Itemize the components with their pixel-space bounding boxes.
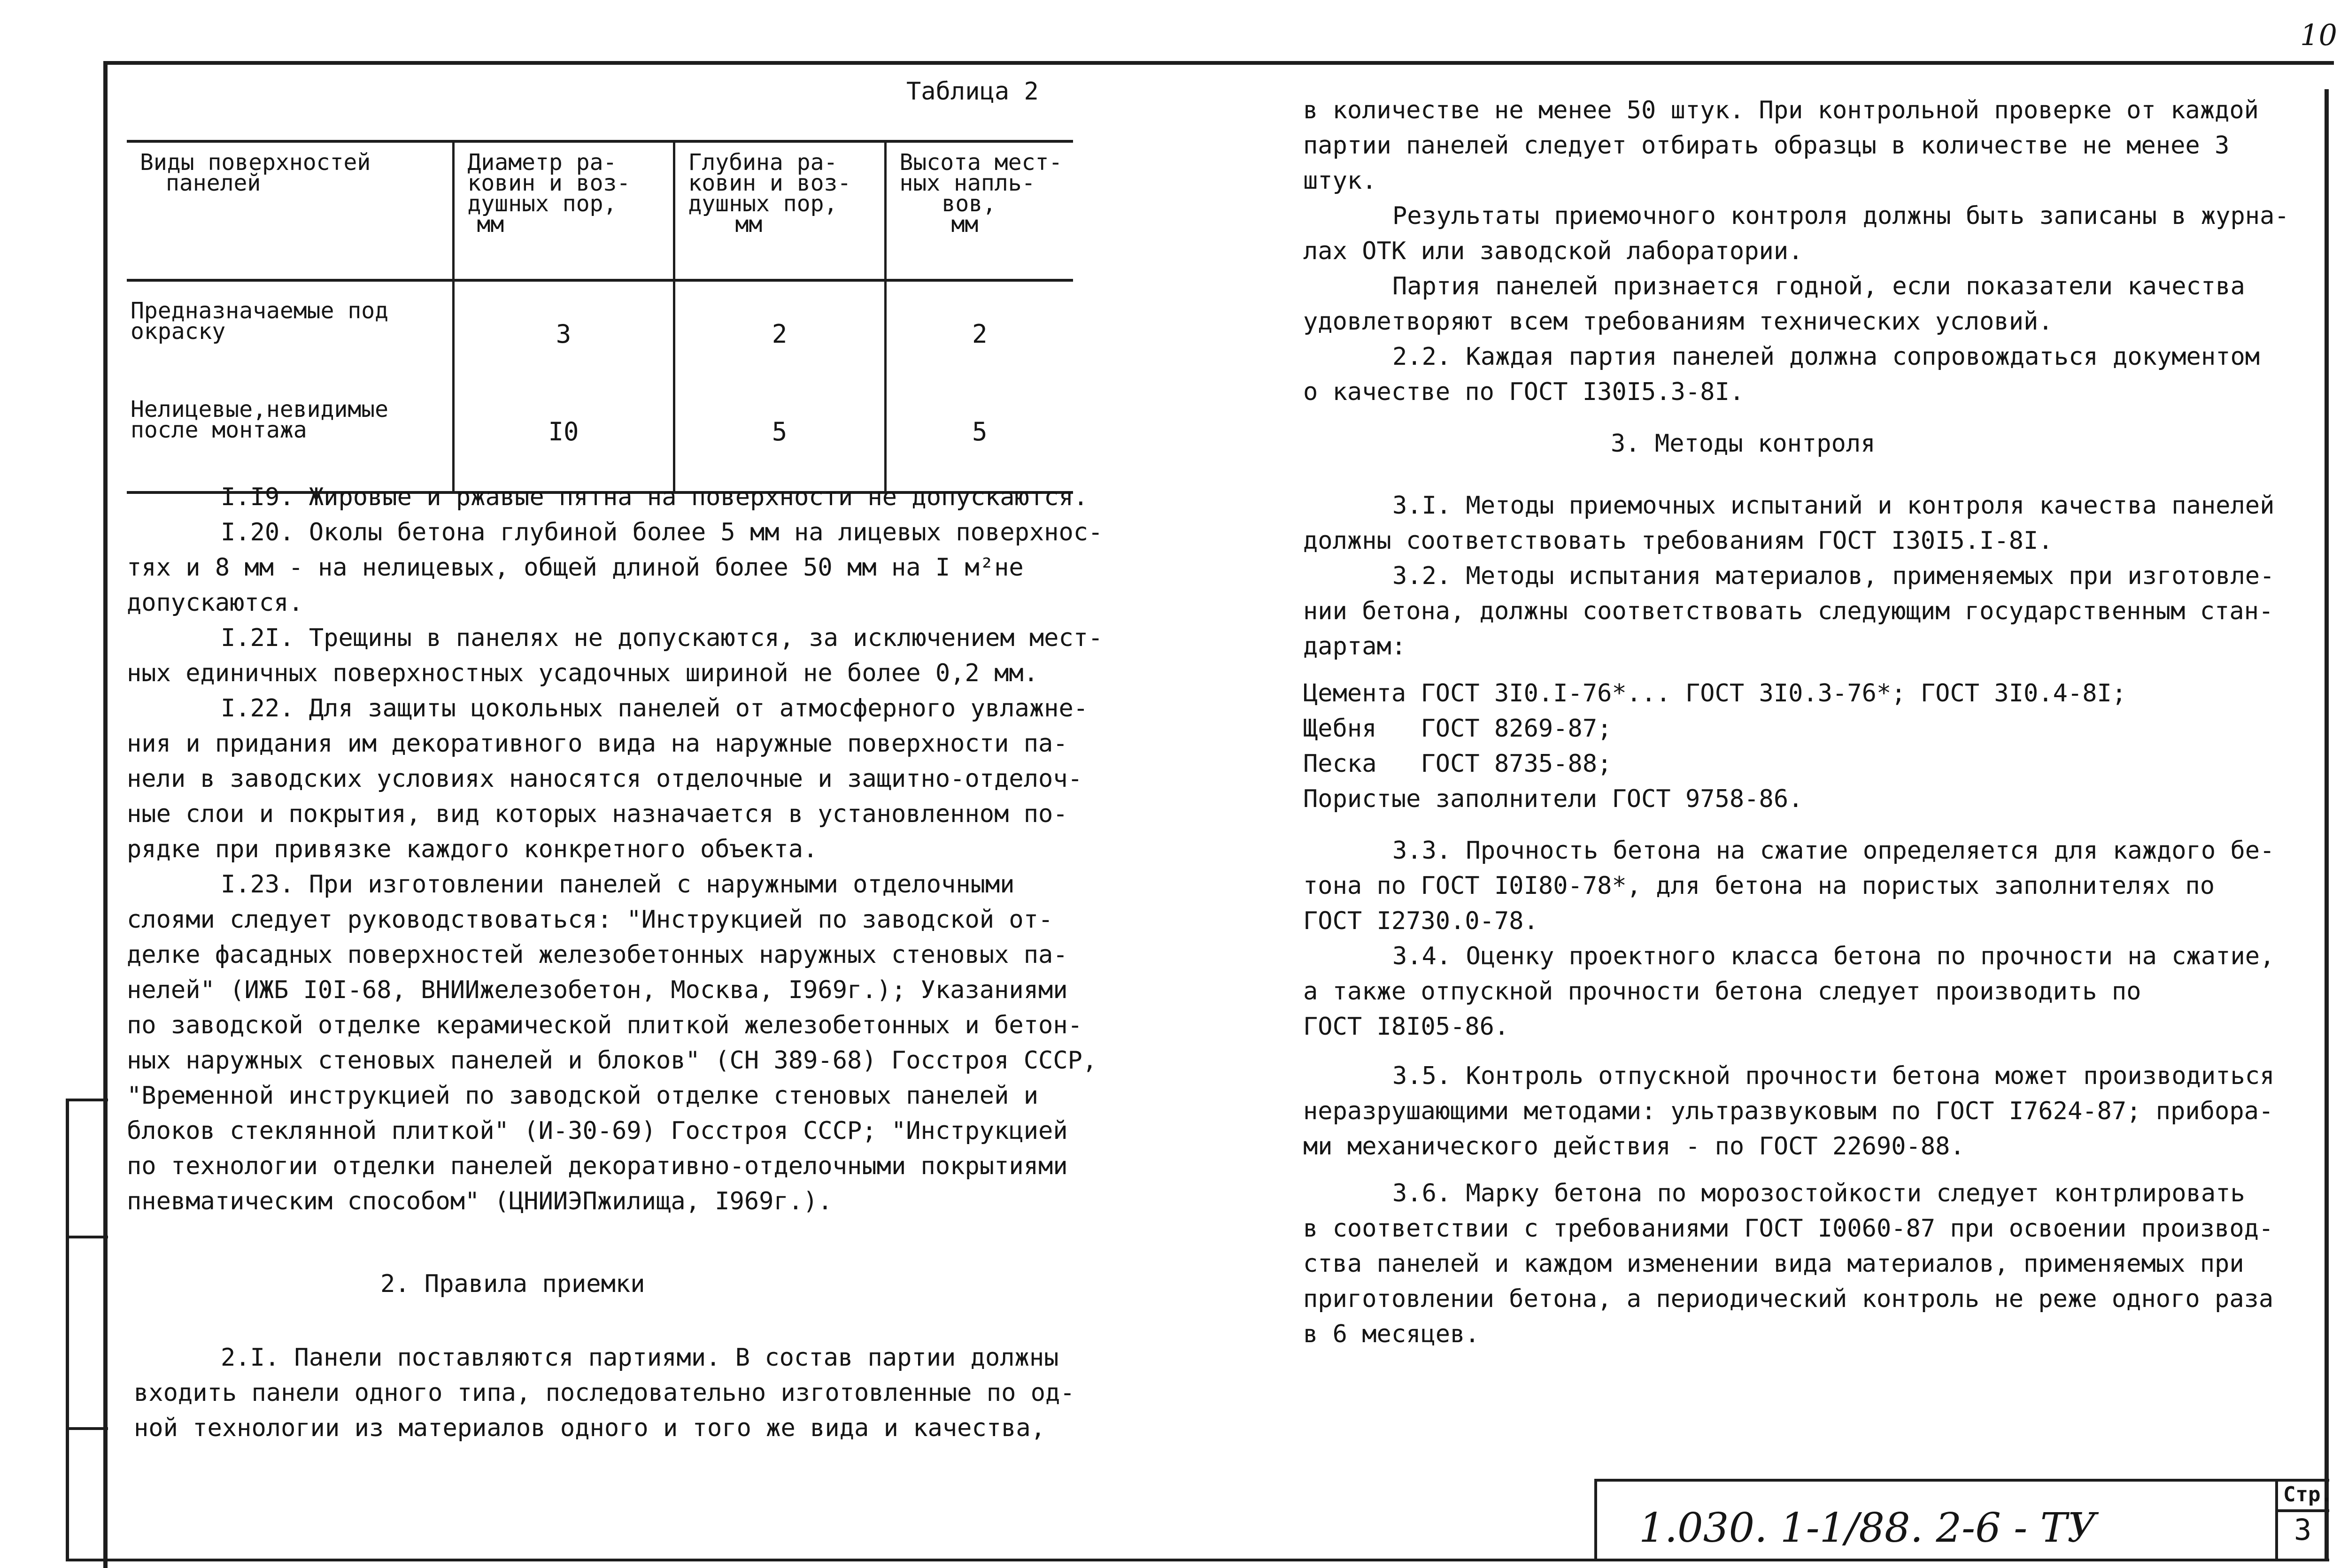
- clause-3-2: 3.2. Методы испытания материалов, применяемых при изготовле-: [1392, 562, 2275, 590]
- header-line: Диаметр ра-: [467, 149, 617, 176]
- binding-margin-tick: [66, 1099, 108, 1101]
- frame-top-border: [103, 61, 2334, 65]
- clause-2-2: 2.2. Каждая партия панелей должна сопровождаться документом: [1392, 343, 2260, 371]
- row-name-line: Нелицевые,невидимые: [131, 396, 389, 423]
- table-caption: Таблица 2: [906, 77, 1039, 106]
- text-line: неразрушающими методами: ультразвуковым по ГОСТ I7624-87; прибора-: [1303, 1097, 2274, 1125]
- text-line: допускаются.: [127, 589, 303, 617]
- clause-1-19: I.I9. Жировые и ржавые пятна на поверхности не допускаются.: [221, 483, 1089, 511]
- header-line: ковин и воз-: [467, 170, 631, 196]
- sheet-label: Стр.: [2283, 1483, 2333, 1507]
- text-line: должны соответствовать требованиям ГОСТ I30I5.I-8I.: [1303, 527, 2053, 555]
- text-line: ной технологии из материалов одного и того же вида и качества,: [134, 1414, 1046, 1442]
- title-block-separator: [2275, 1479, 2278, 1561]
- cell-sag-height: 5: [885, 393, 1073, 492]
- standard-porous-aggregates: Пористые заполнители ГОСТ 9758-86.: [1303, 785, 1803, 813]
- text-line: по заводской отделке керамической плиткой железобетонных и бетон-: [127, 1011, 1082, 1039]
- clause-3-3: 3.3. Прочность бетона на сжатие определяется для каждого бе-: [1392, 837, 2275, 865]
- row-name-line: после монтажа: [131, 417, 307, 443]
- text-line: нелей" (ИЖБ I0I-68, ВНИИжелезобетон, Москва, I969г.); Указаниями: [127, 976, 1068, 1004]
- table-row: [127, 393, 1073, 492]
- header-pore-depth: [674, 141, 885, 280]
- text-line: штук.: [1303, 167, 1377, 195]
- header-line: Виды поверхностей: [140, 149, 371, 176]
- text-line: ные слои и покрытия, вид которых назначается в установленном по-: [127, 800, 1068, 828]
- header-line: мм: [477, 211, 504, 238]
- text-line: "Временной инструкцией по заводской отделке стеновых панелей и: [127, 1082, 1039, 1110]
- row-name: [127, 280, 453, 393]
- text-line: партии панелей следует отбирать образцы в количестве не менее 3: [1303, 131, 2230, 160]
- clause-1-23: I.23. При изготовлении панелей с наружными отделочными: [221, 870, 1015, 899]
- header-surface-type: [127, 141, 453, 280]
- header-line: мм: [951, 211, 979, 238]
- text-line: ных наружных стеновых панелей и блоков" (СН 389-68) Госстроя СССР,: [127, 1046, 1097, 1075]
- text-line: в количестве не менее 50 штук. При контрольной проверке от каждой: [1303, 96, 2259, 124]
- cell-pore-diameter: 3: [453, 280, 674, 393]
- title-block-divider: [2275, 1509, 2329, 1512]
- row-name: [127, 393, 453, 492]
- header-sag-height: [885, 141, 1073, 280]
- sheet-number: 3: [2294, 1513, 2312, 1547]
- text-line: в соответствии с требованиями ГОСТ I0060-87 при освоении производ-: [1303, 1214, 2274, 1243]
- text-line: делке фасадных поверхностей железобетонных наружных стеновых па-: [127, 941, 1068, 969]
- binding-margin-rail: [66, 1099, 69, 1559]
- text-line: блоков стеклянной плиткой" (И-30-69) Госстроя СССР; "Инструкцией: [127, 1117, 1068, 1145]
- text-line: а также отпускной прочности бетона следует производить по: [1303, 977, 2141, 1006]
- table-2: [127, 140, 1073, 494]
- section-2-text: [134, 1340, 1075, 1446]
- text-line: слоями следует руководствоваться: "Инструкцией по заводской от-: [127, 906, 1053, 934]
- table-row: [127, 280, 1073, 393]
- standards-list: [1303, 676, 2126, 817]
- text-line: ми механического действия - по ГОСТ 22690-88.: [1303, 1132, 1965, 1161]
- text-line: ных единичных поверхностных усадочных шириной не более 0,2 мм.: [127, 659, 1039, 687]
- clause-2-1: 2.I. Панели поставляются партиями. В состав партии должны: [221, 1344, 1059, 1372]
- text-line: тона по ГОСТ I0I80-78*, для бетона на пористых заполнителях по: [1303, 872, 2215, 900]
- text-line: ГОСТ I2730.0-78.: [1303, 907, 1538, 935]
- binding-margin-tick: [66, 1427, 108, 1430]
- clause-3-6: 3.6. Марку бетона по морозостойкости следует контрлировать: [1392, 1179, 2245, 1207]
- section-3-heading: 3. Методы контроля: [1611, 430, 1876, 458]
- header-line: Глубина ра-: [688, 149, 838, 176]
- header-line: ковин и воз-: [688, 170, 851, 196]
- right-column-top-text: [1303, 93, 2289, 410]
- text-line: о качестве по ГОСТ I30I5.3-8I.: [1303, 378, 1745, 406]
- text-line: ния и придания им декоративного вида на наружные поверхности па-: [127, 730, 1068, 758]
- text-line: входить панели одного типа, последовательно изготовленные по од-: [134, 1379, 1075, 1407]
- document-code: 1.030. 1-1/88. 2-6 - ТУ: [1639, 1505, 2097, 1552]
- text-line: в 6 месяцев.: [1303, 1320, 1480, 1348]
- header-line: душных пор,: [467, 191, 617, 217]
- standard-cement: Цемента ГОСТ 3I0.I-76*... ГОСТ 3I0.3-76*; ГОСТ 3I0.4-8I;: [1303, 679, 2127, 707]
- page-mark: 10: [2300, 18, 2337, 52]
- frame-right-border: [2325, 89, 2329, 1559]
- frame-left-border: [103, 61, 108, 1568]
- clause-3-5-block: [1303, 1059, 2274, 1164]
- text-line: рядке при привязке каждого конкретного объекта.: [127, 835, 818, 863]
- clause-1-21: I.2I. Трещины в панелях не допускаются, за исключением мест-: [221, 624, 1103, 652]
- table-header-row: [127, 141, 1073, 280]
- text-line: нии бетона, должны соответствовать следующим государственным стан-: [1303, 597, 2274, 625]
- section-2-heading: 2. Правила приемки: [380, 1270, 645, 1298]
- clause-3-5: 3.5. Контроль отпускной прочности бетона может производиться: [1392, 1062, 2275, 1090]
- header-line: ных напль-: [899, 170, 1035, 196]
- clause-3-6-block: [1303, 1176, 2273, 1352]
- text-line: пневматическим способом" (ЦНИИЭПжилища, I969г.).: [127, 1187, 833, 1215]
- text-line: тях и 8 мм - на нелицевых, общей длиной более 50 мм на I м²не: [127, 553, 1024, 582]
- text-line: ства панелей и каждом изменении вида материалов, применяемых при: [1303, 1250, 2244, 1278]
- clause-3-4: 3.4. Оценку проектного класса бетона по прочности на сжатие,: [1392, 942, 2275, 970]
- text-line: дартам:: [1303, 632, 1406, 661]
- text-line: Результаты приемочного контроля должны быть записаны в журна-: [1392, 202, 2289, 230]
- row-name-line: окраску: [131, 318, 226, 345]
- text-line: ГОСТ I8I05-86.: [1303, 1013, 1509, 1041]
- standard-crushed-stone: Щебня ГОСТ 8269-87;: [1303, 715, 1612, 743]
- text-line: по технологии отделки панелей декоративно-отделочными покрытиями: [127, 1152, 1068, 1180]
- cell-pore-depth: 2: [674, 280, 885, 393]
- text-line: приготовлении бетона, а периодический контроль не реже одного раза: [1303, 1285, 2274, 1313]
- text-line: Партия панелей признается годной, если показатели качества: [1392, 272, 2245, 300]
- text-line: лах ОТК или заводской лаборатории.: [1303, 237, 1803, 265]
- binding-margin-tick: [66, 1236, 108, 1238]
- header-pore-diameter: [453, 141, 674, 280]
- row-name-line: Предназначаемые под: [131, 298, 389, 324]
- cell-sag-height: 2: [885, 280, 1073, 393]
- text-line: нели в заводских условиях наносятся отделочные и защитно-отделоч-: [127, 765, 1082, 793]
- right-column-mid-text: [1303, 488, 2274, 664]
- cell-pore-diameter: I0: [453, 393, 674, 492]
- clause-3-3-block: [1303, 833, 2274, 939]
- clause-3-1: 3.I. Методы приемочных испытаний и контроля качества панелей: [1392, 492, 2275, 520]
- header-line: душных пор,: [688, 191, 838, 217]
- cell-pore-depth: 5: [674, 393, 885, 492]
- clause-1-22: I.22. Для защиты цокольных панелей от атмосферного увлажне-: [221, 694, 1089, 723]
- header-line: мм: [735, 211, 763, 238]
- header-line: вов,: [942, 191, 996, 217]
- standard-sand: Песка ГОСТ 8735-88;: [1303, 750, 1612, 778]
- clause-3-4-block: [1303, 939, 2274, 1045]
- header-line: панелей: [166, 170, 261, 196]
- left-column-text: [127, 480, 1103, 1219]
- clause-1-20: I.20. Околы бетона глубиной более 5 мм на лицевых поверхнос-: [221, 518, 1103, 546]
- header-line: Высота мест-: [899, 149, 1063, 176]
- text-line: удовлетворяют всем требованиям технических условий.: [1303, 307, 2053, 336]
